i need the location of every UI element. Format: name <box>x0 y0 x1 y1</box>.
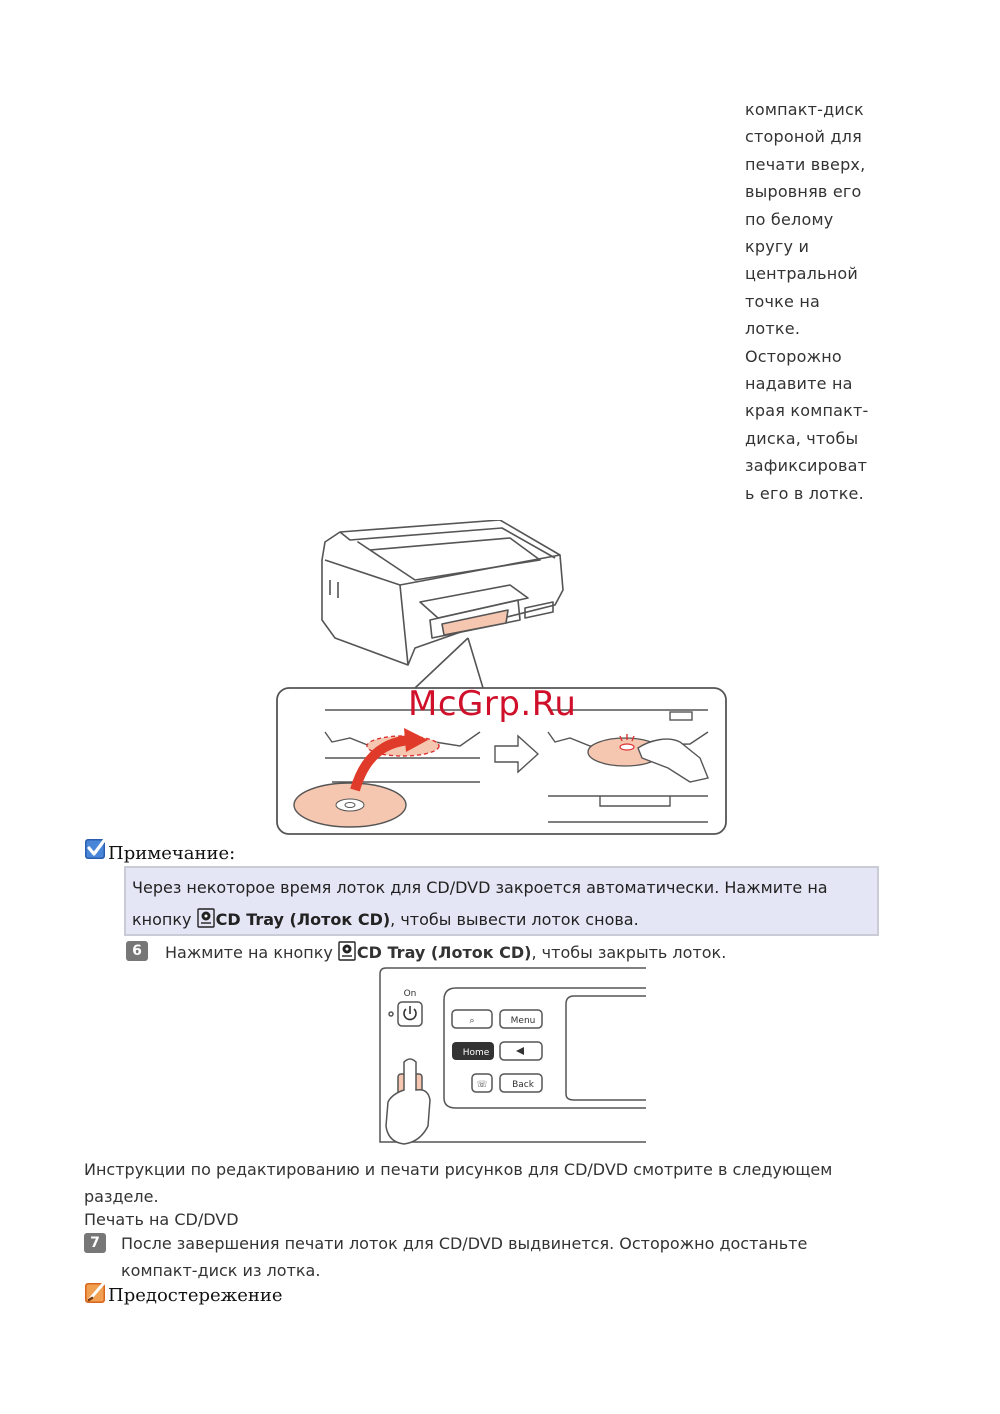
step-6-prefix: Нажмите на кнопку <box>165 943 338 962</box>
note-line-2-bold: CD Tray (Лоток CD) <box>215 910 391 929</box>
menu-label: Menu <box>510 1016 536 1026</box>
left-arrow-icon <box>516 1047 524 1055</box>
note-heading: Примечание: <box>108 843 236 864</box>
instruction-line: стороной для <box>745 127 862 147</box>
step-6-suffix: , чтобы закрыть лоток. <box>531 943 727 962</box>
home-label: Home <box>462 1048 490 1058</box>
note-line-2 <box>132 904 872 936</box>
step-7-line-2: компакт-диск из лотка. <box>121 1261 321 1280</box>
step-6-badge: 6 <box>126 941 148 961</box>
note-line-1: Через некоторое время лоток для CD/DVD закроется автоматически. Нажмите на <box>132 878 828 897</box>
step-6-text <box>165 941 726 962</box>
note-line-2-suffix: , чтобы вывести лоток снова. <box>390 910 639 929</box>
instruction-line: Осторожно <box>745 346 842 366</box>
instruction-line: ь его в лотке. <box>745 483 864 503</box>
on-label: On <box>403 989 417 999</box>
instruction-line: кругу и <box>745 237 810 257</box>
note-line-2-prefix: кнопку <box>132 910 197 929</box>
instruction-line: компакт-диск <box>745 100 864 119</box>
info-paragraph <box>84 1156 832 1210</box>
link-print-on-cd[interactable]: Печать на CD/DVD <box>84 1210 239 1229</box>
instruction-line: лотке. <box>745 319 801 339</box>
step-7-text <box>121 1230 807 1284</box>
step-7-badge: 7 <box>84 1233 106 1253</box>
note-checkmark-icon <box>84 836 108 860</box>
step-6-bold: CD Tray (Лоток CD) <box>356 943 532 962</box>
instruction-line: выровняв его <box>745 182 862 202</box>
instruction-line: центральной <box>745 264 858 284</box>
instruction-line: точке на <box>745 291 821 311</box>
cd-tray-icon <box>338 941 356 961</box>
instruction-line: диска, чтобы <box>745 428 859 448</box>
finger-icon <box>386 1059 430 1144</box>
step-7-line-1: После завершения печати лоток для CD/DVD выдвинется. Осторожно достаньте <box>121 1234 808 1253</box>
instruction-text <box>745 96 885 507</box>
instruction-line: зафиксироват <box>745 456 868 476</box>
watermark: McGrp.Ru <box>408 684 577 724</box>
info-line-2: разделе. <box>84 1187 159 1206</box>
control-panel-illustration <box>376 966 648 1160</box>
caution-icon <box>84 1280 108 1304</box>
printer-cd-tray-illustration <box>270 520 740 840</box>
note-text <box>132 872 872 936</box>
instruction-line: края компакт- <box>745 401 869 421</box>
instruction-line: надавите на <box>745 374 853 394</box>
info-line-1: Инструкции по редактированию и печати рисунков для CD/DVD смотрите в следующем <box>84 1160 833 1179</box>
zoom-icon: ⌕ <box>469 1016 475 1026</box>
instruction-line: печати вверх, <box>745 154 866 174</box>
phone-icon: ☏ <box>476 1080 488 1090</box>
back-label: Back <box>512 1080 534 1090</box>
caution-heading: Предостережение <box>108 1285 283 1306</box>
cd-tray-icon <box>197 908 215 928</box>
power-icon <box>404 1006 416 1019</box>
instruction-line: по белому <box>745 209 834 229</box>
